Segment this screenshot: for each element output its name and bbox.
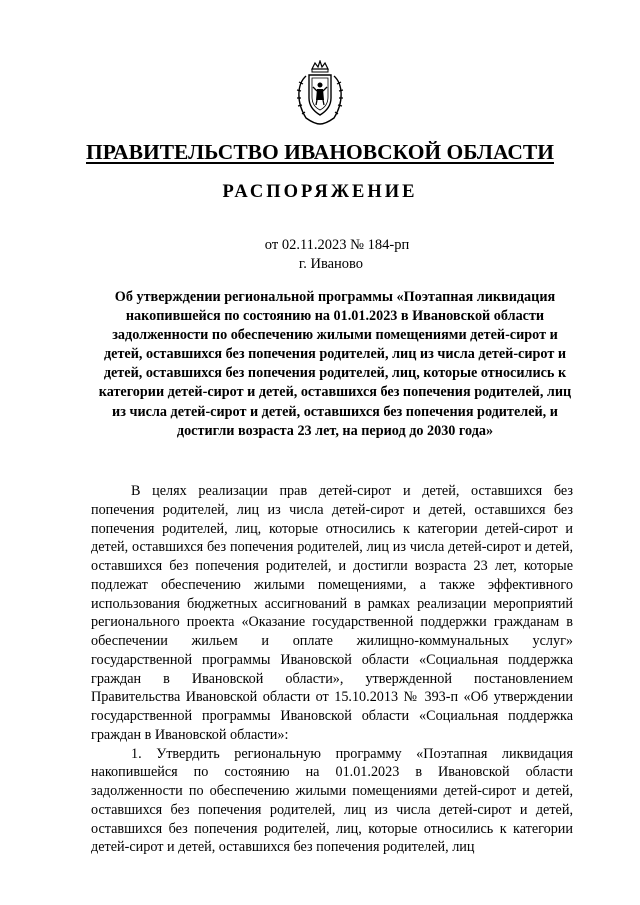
coat-of-arms-icon bbox=[293, 60, 347, 126]
government-title: ПРАВИТЕЛЬСТВО ИВАНОВСКОЙ ОБЛАСТИ bbox=[86, 140, 554, 164]
document-body bbox=[91, 482, 573, 857]
document-city: г. Иваново bbox=[298, 256, 364, 272]
document-type: РАСПОРЯЖЕНИЕ bbox=[222, 182, 418, 202]
paragraph-item-1: 1. Утвердить региональную программу «Поэтапная ликвидация накопившейся по состоянию на 01.01.2023 в Ивановской области задолженности по обеспечению жилыми помещениями детей-сирот и детей, оставшихся без попечения родителей, лиц из числа детей-сирот и детей, оставшихся без попечения родителей, лиц, которые относились к категории детей-сирот и детей, оставшихся без попечения родителей, лиц bbox=[91, 745, 573, 856]
document-date-number: от 02.11.2023 № 184-рп bbox=[264, 237, 410, 253]
document-subject: Об утверждении региональной программы «Поэтапная ликвидация накопившейся по состоянию на 01.01.2023 в Ивановской области задолженности по обеспечению жилыми помещениями детей-сирот и детей, оставшихся без попечения родителей, лиц из числа детей-сирот и детей, оставшихся без попечения родителей, лиц, которые относились к категории детей-сирот и детей, оставшихся без попечения родителей, лиц из числа детей-сирот и детей, оставшихся без попечения родителей, и достигли возраста 23 лет, на период до 2030 года» bbox=[98, 289, 572, 439]
paragraph-preamble: В целях реализации прав детей-сирот и детей, оставшихся без попечения родителей, лиц из числа детей-сирот и детей, оставшихся без попечения родителей, лиц, которые относились к категории детей-сирот и детей, оставшихся без попечения родителей, лиц из числа детей-сирот и детей, оставшихся без попечения родителей, и достигли возраста 23 лет, которые подлежат обеспечению жилыми помещениями, а также эффективного использования бюджетных ассигнований в рамках реализации мероприятий регионального проекта «Оказание государственной поддержки гражданам в обеспечении жильем и оплате жилищно-коммунальных услуг» государственной программы Ивановской области «Социальная поддержка граждан в Ивановской области», утвержденной постановлением Правительства Ивановской области от 15.10.2013 № 393-п «Об утверждении государственной программы Ивановской области «Социальная поддержка граждан в Ивановской области»: bbox=[91, 483, 573, 743]
